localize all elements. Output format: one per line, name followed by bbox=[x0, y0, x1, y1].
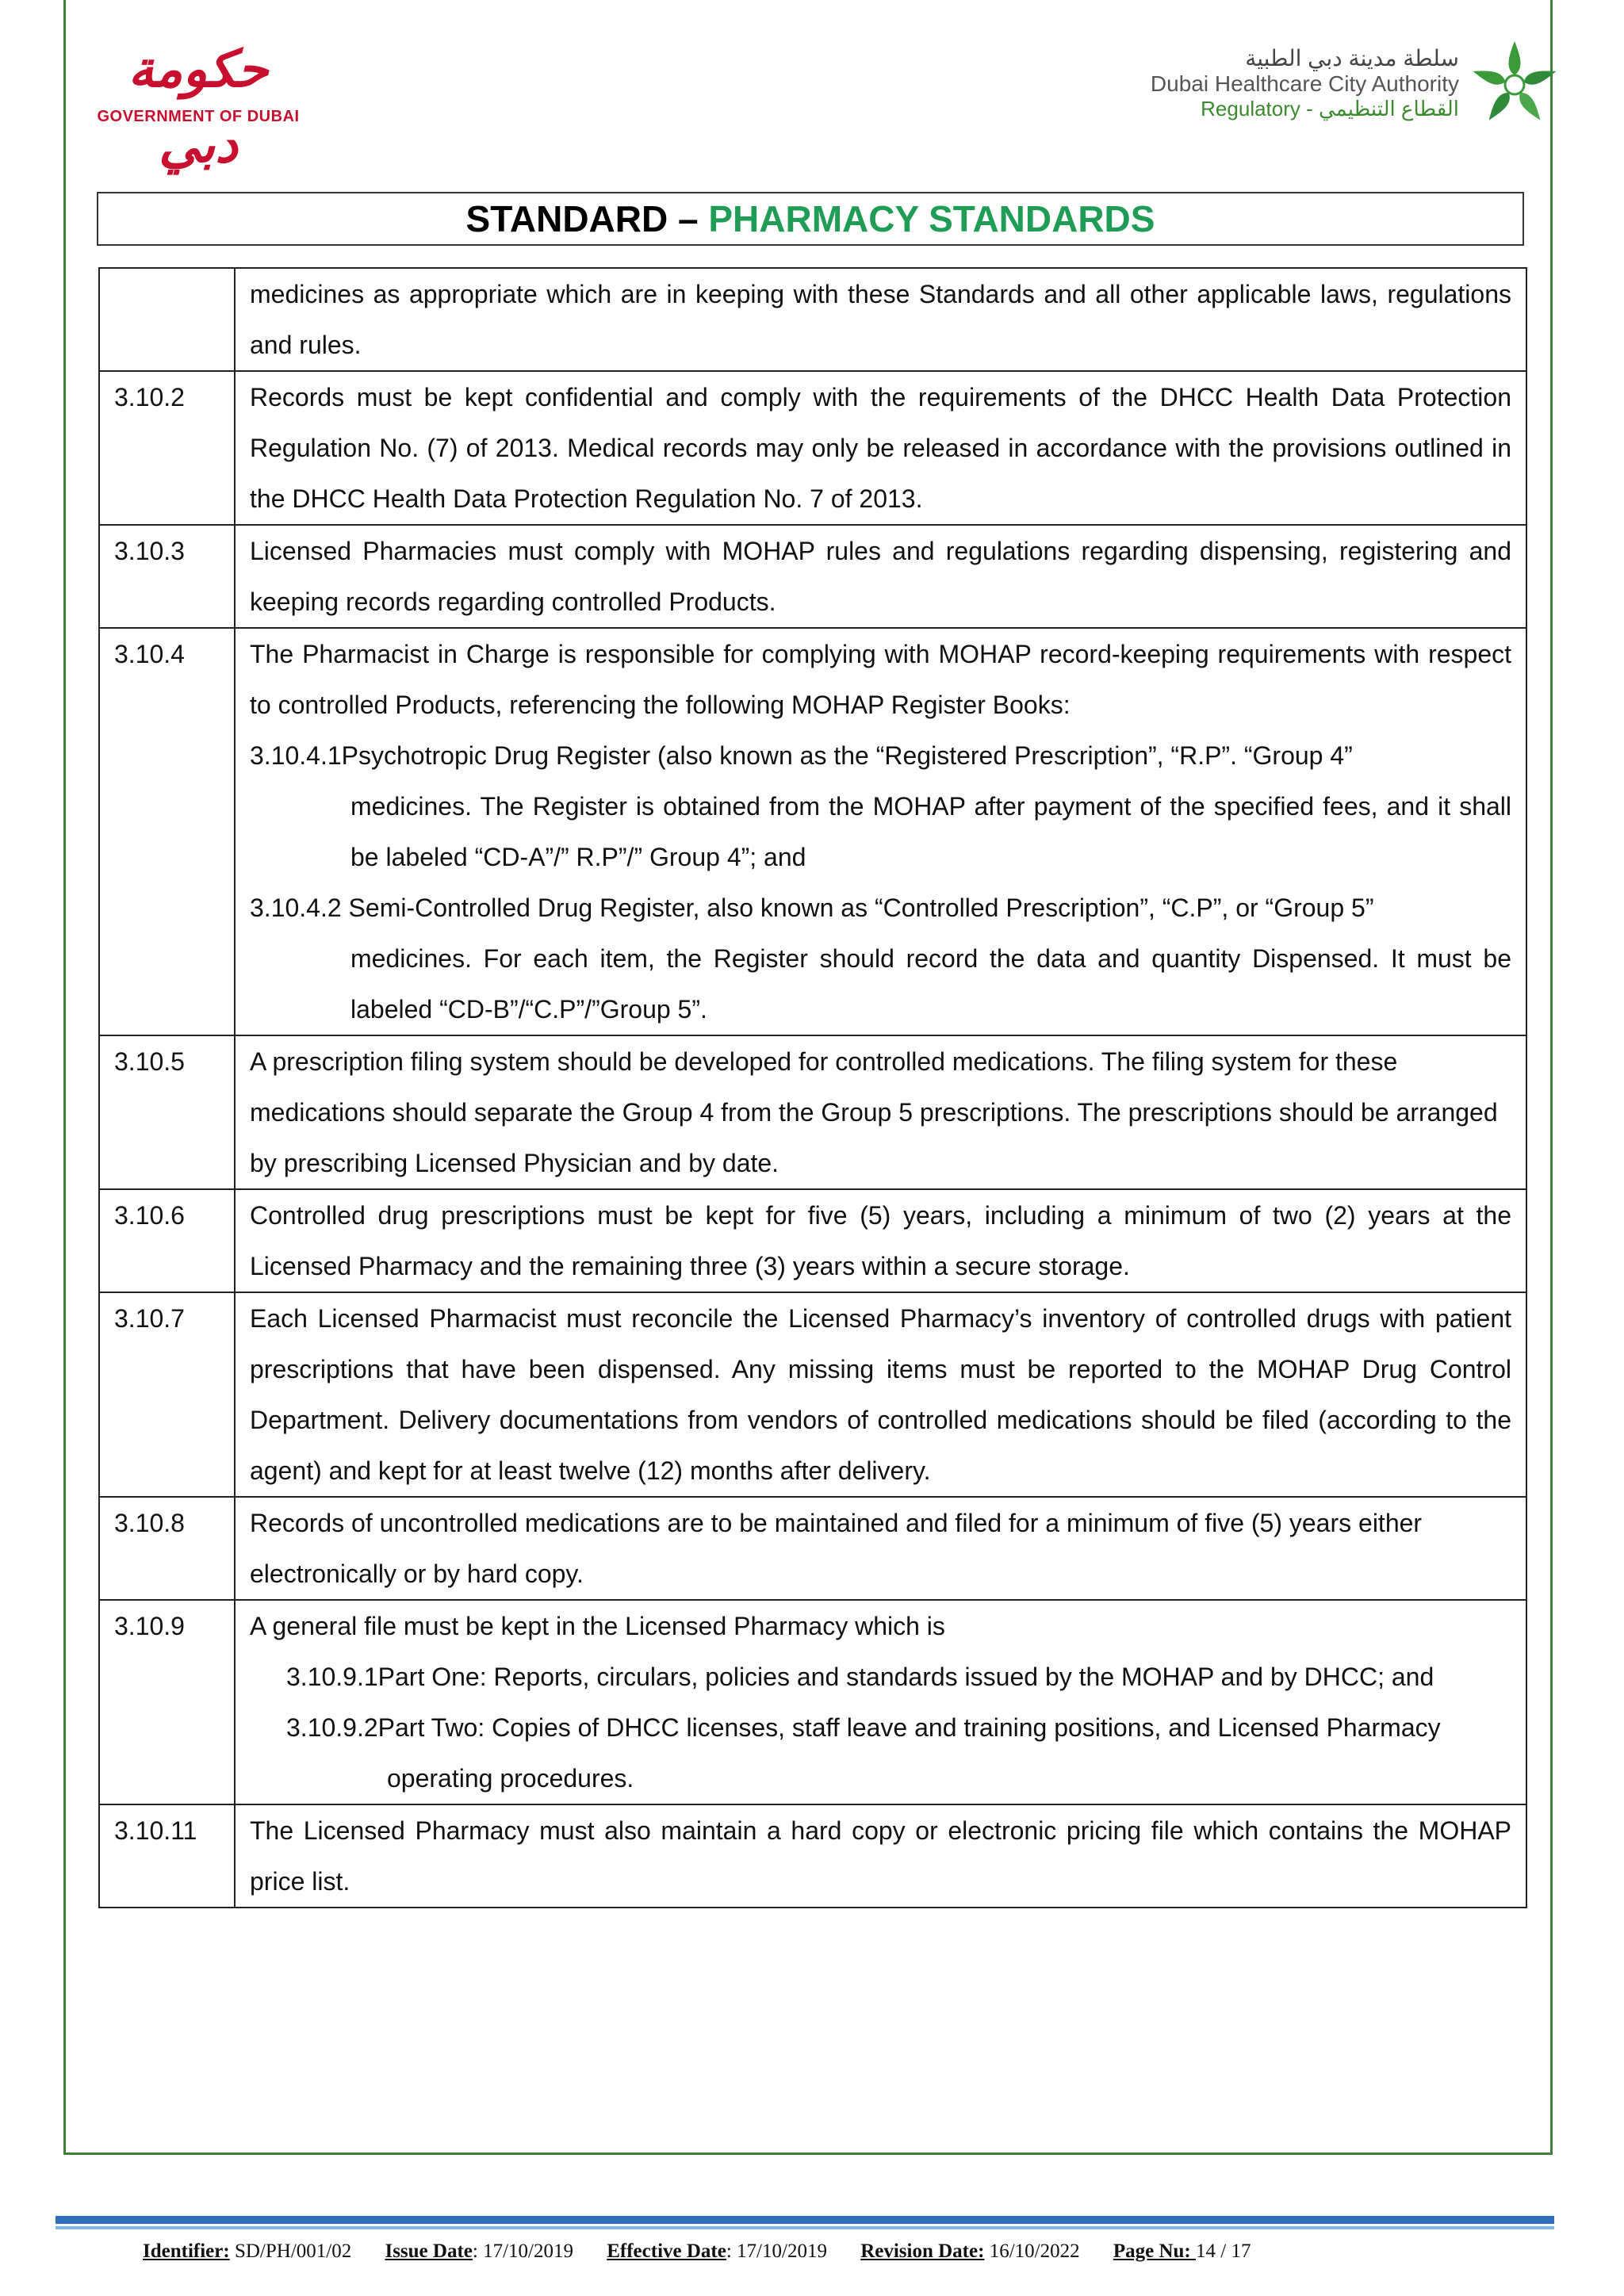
sub-clause bbox=[250, 1651, 1511, 1702]
sub-clause bbox=[250, 1702, 1511, 1804]
clause-cell bbox=[235, 1600, 1526, 1804]
table-row bbox=[99, 525, 1526, 628]
sub-clause bbox=[250, 730, 1511, 882]
table-row bbox=[99, 1804, 1526, 1908]
sub-clause-first-line: Part One: Reports, circulars, policies and standards issued by the MOHAP and by DHCC; and bbox=[377, 1663, 1434, 1691]
sub-clause-first-line: Psychotropic Drug Register (also known as the “Registered Prescription”, “R.P”. “Group 4” bbox=[341, 741, 1353, 770]
clause-number: 3.10.2 bbox=[99, 371, 235, 525]
clause-text: medicines as appropriate which are in keeping with these Standards and all other applicable laws, regulations and rules. bbox=[235, 268, 1526, 371]
dhcc-logo-text bbox=[1151, 46, 1459, 121]
footer-effective-date: Effective Date: 17/10/2019 bbox=[607, 2241, 827, 2262]
dhcc-arabic: سلطة مدينة دبي الطبية bbox=[1245, 46, 1459, 71]
table-row bbox=[99, 628, 1526, 1035]
government-of-dubai-logo bbox=[83, 32, 313, 174]
clause-text: Licensed Pharmacies must comply with MOHAP rules and regulations regarding dispensing, registering and keeping records regarding controlled Products. bbox=[235, 525, 1526, 628]
sub-clause bbox=[250, 882, 1511, 1035]
sub-clause-continuation: operating procedures. bbox=[387, 1764, 634, 1793]
sub-clause-first-line: Part Two: Copies of DHCC licenses, staff leave and training positions, and Licensed Pharmacy bbox=[377, 1713, 1441, 1742]
clause-number: 3.10.3 bbox=[99, 525, 235, 628]
title-prefix: STANDARD – bbox=[465, 198, 709, 239]
clause-number: 3.10.5 bbox=[99, 1035, 235, 1189]
clause-cell bbox=[235, 628, 1526, 1035]
table-row bbox=[99, 1189, 1526, 1292]
document-footer bbox=[143, 2232, 1507, 2271]
clause-text: The Licensed Pharmacy must also maintain a hard copy or electronic pricing file which contains the MOHAP price list. bbox=[235, 1804, 1526, 1908]
gov-logo-english: GOVERNMENT OF DUBAI bbox=[97, 108, 300, 125]
clause-number: 3.10.11 bbox=[99, 1804, 235, 1908]
clause-number bbox=[99, 268, 235, 371]
clause-text: Controlled drug prescriptions must be kept for five (5) years, including a minimum of two (2) years at the Licensed Pharmacy and the remaining three (3) years within a secure storage. bbox=[235, 1189, 1526, 1292]
sub-clause-first-line: Semi-Controlled Drug Register, also known as “Controlled Prescription”, “C.P”, or “Group 5” bbox=[348, 894, 1374, 922]
dhcc-english: Dubai Healthcare City Authority bbox=[1150, 71, 1459, 96]
page-title bbox=[97, 192, 1524, 246]
footer-identifier: Identifier: SD/PH/001/02 bbox=[143, 2241, 352, 2262]
title-main: PHARMACY STANDARDS bbox=[708, 198, 1155, 239]
sub-clause-continuation: medicines. For each item, the Register should record the data and quantity Dispensed. It must be labeled “CD-B”/“C.P”/”Group 5”. bbox=[350, 944, 1511, 1024]
dhcc-logo bbox=[1142, 32, 1562, 135]
dhcc-star-icon bbox=[1467, 36, 1562, 131]
footer-revision-date: Revision Date: 16/10/2022 bbox=[860, 2241, 1080, 2262]
table-row bbox=[99, 371, 1526, 525]
clause-text: Records of uncontrolled medications are to be maintained and filed for a minimum of five (5) years either electronically or by hard copy. bbox=[235, 1497, 1526, 1600]
clause-number: 3.10.4 bbox=[99, 628, 235, 1035]
clause-number: 3.10.9 bbox=[99, 1600, 235, 1804]
dhcc-regulatory: Regulatory - القطاع التنظيمي bbox=[1201, 97, 1459, 121]
clause-text: Records must be kept confidential and comply with the requirements of the DHCC Health Data Protection Regulation No. (7) of 2013. Medical records may only be released in accordance with the provisions outlined in the DHCC Health Data Protection Regulation No. 7 of 2013. bbox=[235, 371, 1526, 525]
table-row bbox=[99, 1035, 1526, 1189]
sub-clause-number: 3.10.9.1 bbox=[286, 1663, 378, 1691]
standards-table bbox=[98, 267, 1527, 1908]
footer-page-number: Page Nu: 14 / 17 bbox=[1113, 2241, 1251, 2262]
footer-rule-light bbox=[56, 2226, 1554, 2229]
clause-text: A general file must be kept in the Licensed Pharmacy which is bbox=[250, 1612, 945, 1640]
table-row bbox=[99, 1600, 1526, 1804]
clause-number: 3.10.8 bbox=[99, 1497, 235, 1600]
table-row bbox=[99, 268, 1526, 371]
sub-clause-number: 3.10.4.2 bbox=[250, 894, 342, 922]
clause-text: The Pharmacist in Charge is responsible for complying with MOHAP record-keeping requirements with respect to controlled Products, referencing the following MOHAP Register Books: bbox=[250, 640, 1511, 719]
clause-text: Each Licensed Pharmacist must reconcile the Licensed Pharmacy’s inventory of controlled drugs with patient prescriptions that have been dispensed. Any missing items must be reported to the MOHAP Drug Control Department. Delivery documentations from vendors of controlled medications should be filed (according to the agent) and kept for at least twelve (12) months after delivery. bbox=[235, 1292, 1526, 1497]
footer-rule-dark bbox=[56, 2216, 1554, 2224]
sub-clause-continuation: medicines. The Register is obtained from the MOHAP after payment of the specified fees, and it shall be labeled “CD-A”/” R.P”/” Group 4”; and bbox=[350, 792, 1511, 871]
clause-number: 3.10.6 bbox=[99, 1189, 235, 1292]
table-row bbox=[99, 1497, 1526, 1600]
clause-number: 3.10.7 bbox=[99, 1292, 235, 1497]
footer-issue-date: Issue Date: 17/10/2019 bbox=[385, 2241, 573, 2262]
table-row bbox=[99, 1292, 1526, 1497]
sub-clause-number: 3.10.4.1 bbox=[250, 741, 342, 770]
clause-text: A prescription filing system should be developed for controlled medications. The filing system for these medications should separate the Group 4 from the Group 5 prescriptions. The prescriptions should be arranged by prescribing Licensed Physician and by date. bbox=[235, 1035, 1526, 1189]
gov-logo-arabic: حكومة دبي bbox=[128, 40, 269, 174]
sub-clause-number: 3.10.9.2 bbox=[286, 1713, 378, 1742]
